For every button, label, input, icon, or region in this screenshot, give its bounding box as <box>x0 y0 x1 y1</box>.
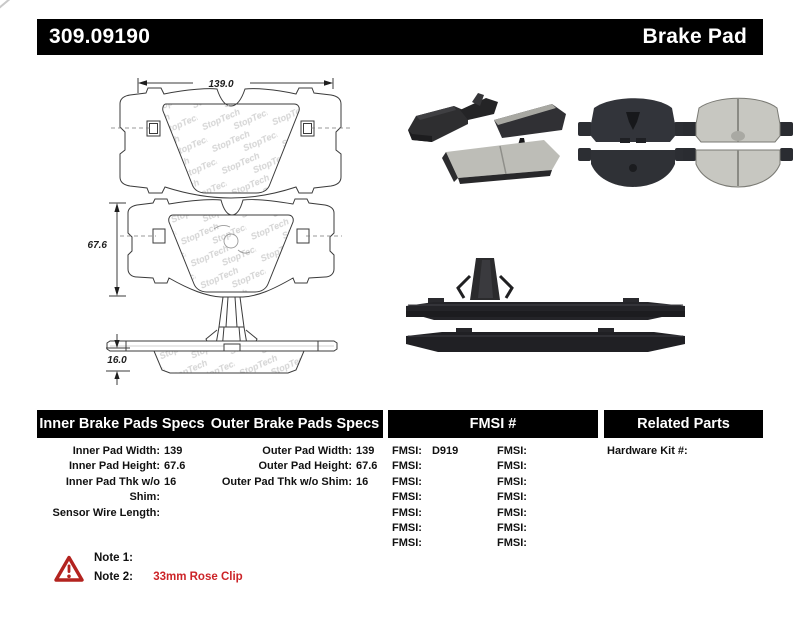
note-2-label: Note 2: <box>94 571 133 583</box>
inner-specs-column <box>37 444 207 521</box>
spec-row <box>37 475 207 506</box>
fmsi-value <box>527 475 537 490</box>
spec-label: Sensor Wire Length: <box>52 506 160 519</box>
spec-row <box>207 444 383 459</box>
spec-label: Outer Pad Width: <box>262 445 352 457</box>
fmsi-value <box>422 475 432 490</box>
warning-triangle-icon <box>54 555 84 583</box>
fmsi-label: FMSI: <box>497 506 527 519</box>
outer-specs-column <box>207 444 383 490</box>
product-photo-edge-stack <box>398 248 693 363</box>
spec-value: 67.6 <box>356 460 378 473</box>
fmsi-row <box>497 490 597 505</box>
fmsi-row <box>392 475 494 490</box>
fmsi-row <box>392 521 494 536</box>
fmsi-value <box>422 536 432 551</box>
title-bar <box>37 19 763 55</box>
fmsi-value <box>422 521 432 536</box>
fmsi-label: FMSI: <box>497 445 527 457</box>
spec-label: Outer Pad Thk w/o Shim: <box>221 475 352 488</box>
fmsi-value <box>422 506 432 521</box>
spec-row <box>37 459 207 474</box>
fmsi-label: FMSI: <box>392 445 422 457</box>
fmsi-row <box>497 521 597 536</box>
fmsi-value <box>422 490 432 505</box>
fmsi-label: FMSI: <box>392 491 422 504</box>
fmsi-label: FMSI: <box>497 475 527 488</box>
spec-row <box>207 459 383 474</box>
fmsi-row <box>497 475 597 490</box>
spec-value: 67.6 <box>164 460 186 473</box>
fmsi-value <box>422 459 432 474</box>
fmsi-label: FMSI: <box>497 491 527 504</box>
dimension-height <box>88 203 126 296</box>
spec-value: 16 <box>164 475 177 488</box>
related-value <box>688 444 694 459</box>
outer-specs-header: Outer Brake Pads Specs <box>207 410 383 438</box>
spec-value: 16 <box>356 475 369 488</box>
fmsi-label: FMSI: <box>392 475 422 488</box>
fmsi-value <box>527 459 537 474</box>
technical-drawing <box>55 68 365 398</box>
pad-edge-view <box>107 341 337 373</box>
fmsi-label: FMSI: <box>392 537 422 550</box>
fmsi-value <box>527 506 537 521</box>
note-2-value: 33mm Rose Clip <box>153 571 243 583</box>
product-photo-front-back-set <box>578 86 793 198</box>
scan-corner-artifact <box>0 0 12 9</box>
fmsi-row <box>392 444 494 459</box>
fmsi-column-right <box>497 444 597 552</box>
fmsi-row <box>497 536 597 551</box>
spec-label: Outer Pad Height: <box>258 460 352 473</box>
spec-row <box>37 506 207 521</box>
spec-row <box>207 475 383 490</box>
note-2-line <box>94 571 243 583</box>
fmsi-row <box>497 506 597 521</box>
related-parts-header: Related Parts <box>604 410 763 438</box>
fmsi-value <box>527 536 537 551</box>
fmsi-row <box>497 459 597 474</box>
related-label: Hardware Kit #: <box>607 445 688 457</box>
fmsi-row <box>392 459 494 474</box>
note-1-line <box>94 552 133 564</box>
inner-specs-header: Inner Brake Pads Specs <box>37 410 207 438</box>
product-photo-angled-set <box>402 90 568 190</box>
dim-thickness-label: 16.0 <box>107 355 127 366</box>
pad-rear-view-bottom <box>120 199 342 350</box>
part-number: 309.09190 <box>49 25 151 48</box>
fmsi-value <box>527 444 537 459</box>
page-title: Brake Pad <box>642 25 747 48</box>
spec-value: 139 <box>356 445 375 457</box>
spec-label: Inner Pad Height: <box>68 460 160 473</box>
pad-rear-view-top <box>111 88 350 198</box>
fmsi-row <box>392 506 494 521</box>
fmsi-label: FMSI: <box>497 522 527 535</box>
fmsi-label: FMSI: <box>497 537 527 550</box>
fmsi-label: FMSI: <box>392 506 422 519</box>
fmsi-row <box>497 444 597 459</box>
spec-row <box>37 444 207 459</box>
fmsi-label: FMSI: <box>392 522 422 535</box>
dim-height-label: 67.6 <box>87 240 107 251</box>
fmsi-value <box>527 490 537 505</box>
related-parts-column <box>607 444 763 459</box>
note-1-label: Note 1: <box>94 552 133 564</box>
fmsi-value <box>527 521 537 536</box>
spec-value: 139 <box>164 445 183 457</box>
fmsi-header: FMSI # <box>388 410 598 438</box>
dim-width-label: 139.0 <box>208 79 234 90</box>
fmsi-column-left <box>392 444 494 552</box>
spec-label: Inner Pad Thk w/o Shim: <box>65 475 160 504</box>
fmsi-label: FMSI: <box>392 460 422 473</box>
related-row <box>607 444 763 459</box>
fmsi-value: D919 <box>431 445 459 457</box>
spec-value <box>160 506 164 521</box>
spec-label: Inner Pad Width: <box>72 445 160 457</box>
fmsi-row <box>392 490 494 505</box>
fmsi-label: FMSI: <box>497 460 527 473</box>
fmsi-row <box>392 536 494 551</box>
